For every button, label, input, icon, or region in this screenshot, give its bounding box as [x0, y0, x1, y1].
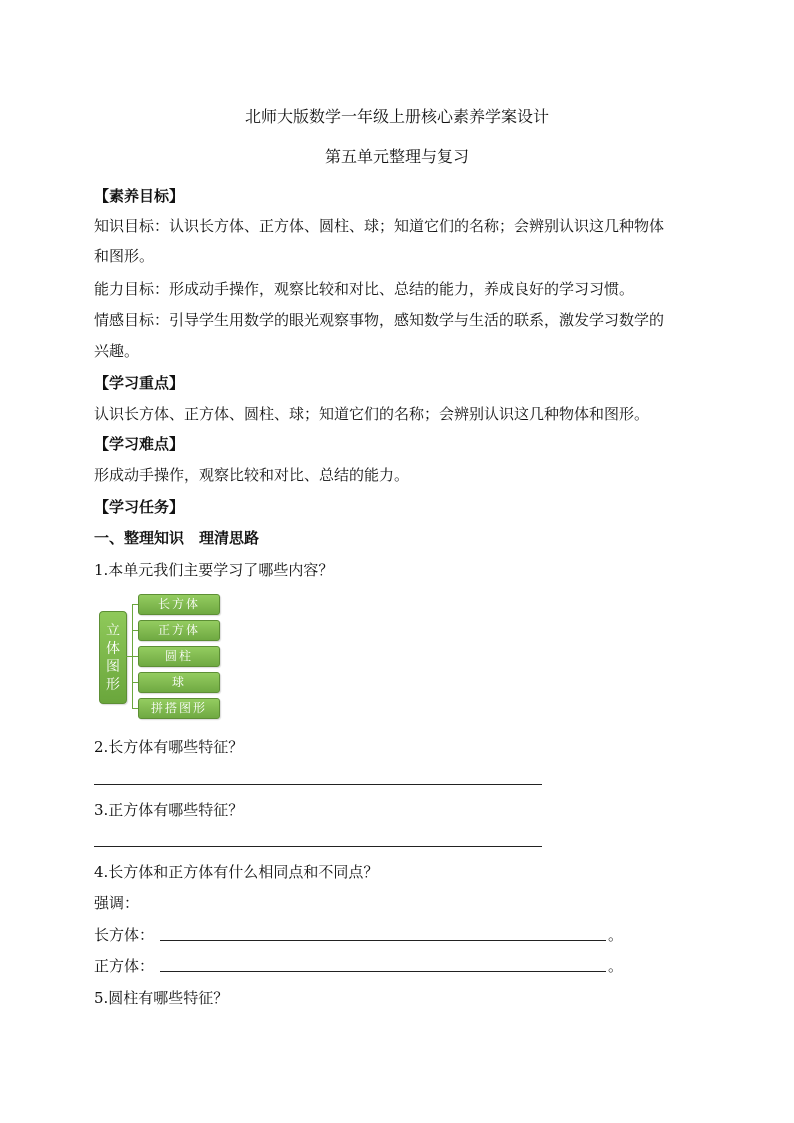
cuboid-period: 。 — [608, 926, 624, 944]
ability-goal: 能力目标：形成动手操作，观察比较和对比、总结的能力，养成良好的学习习惯。 — [94, 280, 635, 298]
tasks-heading: 【学习任务】 — [94, 498, 185, 516]
mindmap-node-cylinder: 圆柱 — [138, 646, 220, 667]
knowledge-goal-line2: 和图形。 — [94, 247, 155, 265]
mindmap-root — [99, 611, 127, 704]
mindmap-root-char: 立 — [106, 622, 120, 639]
emphasis-label: 强调： — [94, 894, 140, 912]
key-points-heading: 【学习重点】 — [94, 374, 185, 392]
question-1: 1.本单元我们主要学习了哪些内容？ — [94, 561, 334, 579]
mindmap-root-char: 图 — [106, 658, 120, 675]
answer-line-cuboid[interactable] — [160, 940, 606, 941]
emotion-goal-line2: 兴趣。 — [94, 342, 140, 360]
goals-heading: 【素养目标】 — [94, 187, 185, 205]
page-subtitle: 第五单元整理与复习 — [324, 147, 469, 166]
question-4: 4.长方体和正方体有什么相同点和不同点？ — [94, 863, 379, 881]
answer-line-q2[interactable] — [94, 784, 542, 785]
cube-label: 正方体： — [94, 957, 155, 975]
emotion-goal-line1: 情感目标：引导学生用数学的眼光观察事物，感知数学与生活的联系，激发学习数学的 — [94, 311, 665, 329]
key-points-text: 认识长方体、正方体、圆柱、球；知道它们的名称；会辨别认识这几种物体和图形。 — [94, 405, 650, 423]
mindmap-node-cuboid: 长方体 — [138, 594, 220, 615]
question-2: 2.长方体有哪些特征？ — [94, 738, 244, 756]
cuboid-label: 长方体： — [94, 926, 155, 944]
page-title: 北师大版数学一年级上册核心素养学案设计 — [244, 107, 549, 126]
difficulties-text: 形成动手操作，观察比较和对比、总结的能力。 — [94, 466, 410, 484]
mindmap-root-char: 形 — [106, 676, 120, 693]
mindmap-node-cube: 正方体 — [138, 620, 220, 641]
knowledge-goal-line1: 知识目标：认识长方体、正方体、圆柱、球；知道它们的名称；会辨别认识这几种物体 — [94, 217, 665, 235]
question-5: 5.圆柱有哪些特征？ — [94, 989, 229, 1007]
answer-line-cube[interactable] — [160, 971, 606, 972]
cube-period: 。 — [608, 957, 624, 975]
difficulties-heading: 【学习难点】 — [94, 435, 185, 453]
question-3: 3.正方体有哪些特征？ — [94, 801, 244, 819]
section-one-heading: 一、整理知识 理清思路 — [94, 529, 260, 547]
mindmap-node-sphere: 球 — [138, 672, 220, 693]
mindmap-node-assembly: 拼搭图形 — [138, 698, 220, 719]
answer-line-q3[interactable] — [94, 846, 542, 847]
mindmap-root-char: 体 — [106, 640, 120, 657]
